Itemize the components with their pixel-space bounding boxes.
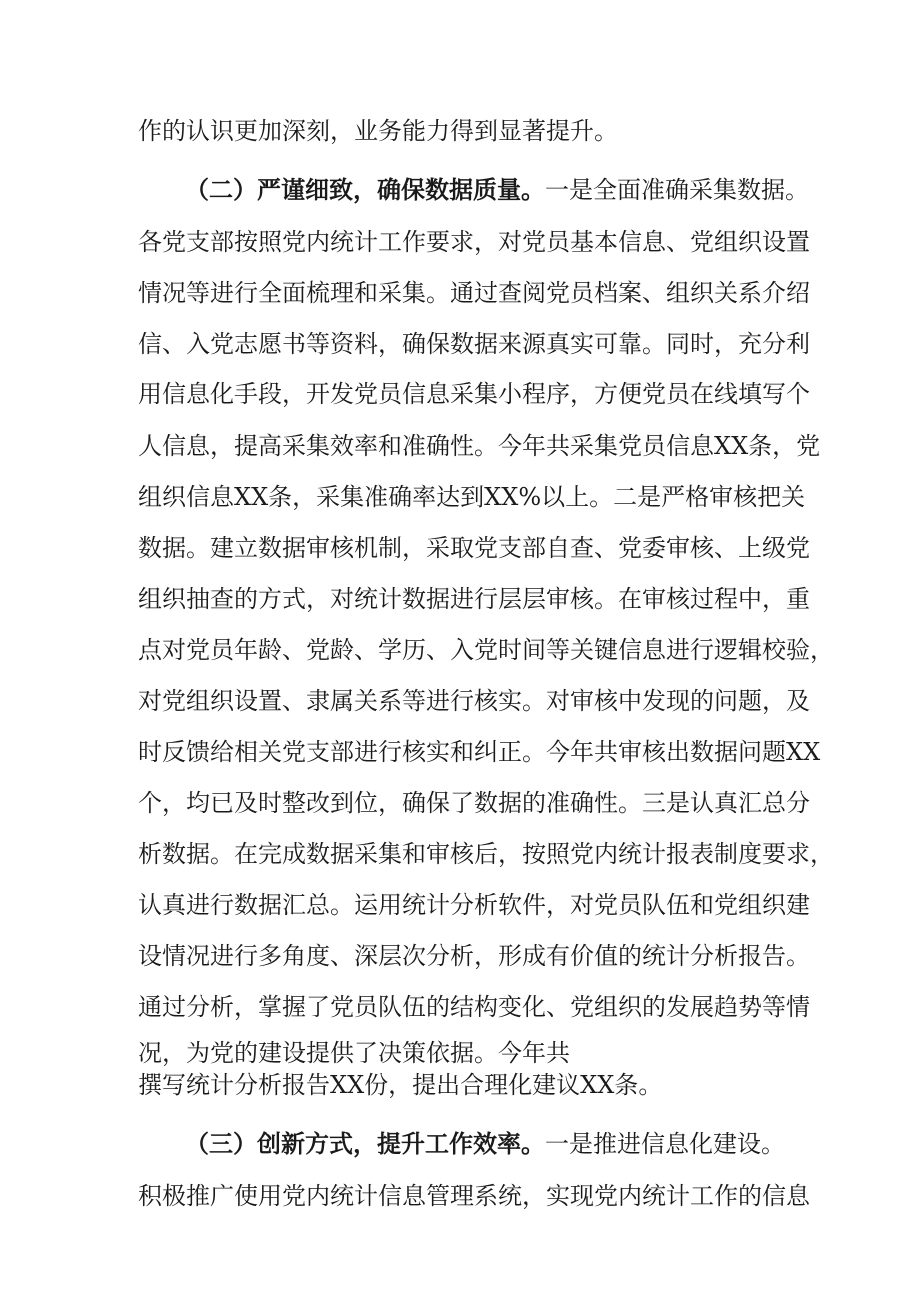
section-heading-line bbox=[185, 1129, 798, 1159]
paragraph-line: 通过分析，掌握了党员队伍的结构变化、党组织的发展趋势等情 bbox=[138, 993, 810, 1021]
paragraph-line: 组织抽查的方式，对统计数据进行层层审核。在审核过程中，重 bbox=[138, 585, 810, 613]
paragraph-line: 积极推广使用党内统计信息管理系统，实现党内统计工作的信息 bbox=[138, 1182, 810, 1210]
section-heading-2: （二）严谨细致，确保数据质量。 bbox=[185, 175, 545, 204]
paragraph-text: 一是全面准确采集数据。 bbox=[545, 176, 809, 204]
paragraph-line: 用信息化手段，开发党员信息采集小程序，方便党员在线填写个 bbox=[138, 380, 810, 408]
paragraph-line: 数据。建立数据审核机制，采取党支部自查、党委审核、上级党 bbox=[138, 534, 810, 562]
paragraph-line: 信、入党志愿书等资料，确保数据来源真实可靠。同时，充分利 bbox=[138, 330, 810, 358]
paragraph-line: 设情况进行多角度、深层次分析，形成有价值的统计分析报告。 bbox=[138, 942, 810, 970]
paragraph-line: 人信息，提高采集效率和准确性。今年共采集党员信息XX条，党 bbox=[138, 432, 821, 460]
paragraph-line: 个，均已及时整改到位，确保了数据的准确性。三是认真汇总分 bbox=[138, 789, 810, 817]
paragraph-line: 点对党员年龄、党龄、学历、入党时间等关键信息进行逻辑校验， bbox=[138, 636, 834, 664]
paragraph-line: 作的认识更加深刻，业务能力得到显著提升。 bbox=[138, 117, 618, 145]
paragraph-text: 一是推进信息化建设。 bbox=[545, 1130, 785, 1158]
section-heading-line bbox=[185, 175, 809, 205]
paragraph-line: 各党支部按照党内统计工作要求，对党员基本信息、党组织设置 bbox=[138, 228, 810, 256]
paragraph-line: 认真进行数据汇总。运用统计分析软件，对党员队伍和党组织建 bbox=[138, 891, 810, 919]
paragraph-line: 组织信息XX条，采集准确率达到XX%以上。二是严格审核把关 bbox=[138, 483, 806, 511]
paragraph-line: 撰写统计分析报告XX份，提出合理化建议XX条。 bbox=[138, 1071, 663, 1099]
paragraph-line: 时反馈给相关党支部进行核实和纠正。今年共审核出数据问题XX bbox=[138, 738, 821, 766]
paragraph-line: 对党组织设置、隶属关系等进行核实。对审核中发现的问题，及 bbox=[138, 687, 810, 715]
paragraph-line: 情况等进行全面梳理和采集。通过查阅党员档案、组织关系介绍 bbox=[138, 279, 810, 307]
paragraph-line: 析数据。在完成数据采集和审核后，按照党内统计报表制度要求， bbox=[138, 840, 834, 868]
section-heading-3: （三）创新方式，提升工作效率。 bbox=[185, 1129, 545, 1158]
paragraph-line: 况，为党的建设提供了决策依据。今年共 bbox=[138, 1039, 570, 1067]
